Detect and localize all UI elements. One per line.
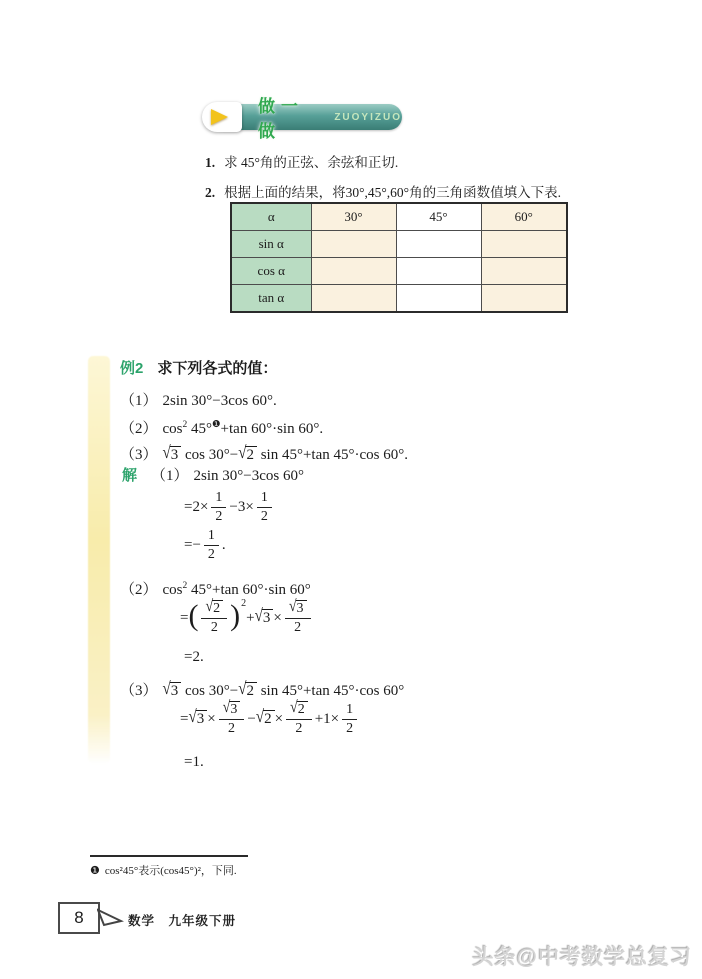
table-header-45: 45° [396,203,481,231]
banner-arrow-plate [202,102,242,132]
trig-values-table [230,202,568,313]
solution-step-1-head [122,464,304,485]
solution-line [184,490,275,525]
solution-math: =2. [184,649,204,665]
table-empty-cell [396,285,481,313]
example-title-text: 求下列各式的值： [157,360,278,377]
table-row [231,285,567,313]
solution-line [184,754,204,771]
footer-caption: 数学 九年级下册 [128,914,237,928]
table-header-row [231,203,567,231]
item-text: 根据上面的结果，将30°,45°,60°角的三角函数值填入下表. [224,185,561,200]
solution-math: =2× $\frac{1}{2}$ −3× $\frac{1}{2}$ [184,499,275,515]
item-number: 1. [205,155,216,170]
banner-subtitle: ZUOYIZUO [334,111,402,123]
step-math: √3 cos 30°−√2 sin 45°+tan 45°·cos 60° [162,679,405,699]
problem-math: $\cos^2 45^\circ^❶+\tan$ 60°·sin 60°. [162,420,324,437]
table-empty-cell [311,258,396,285]
solution-math: =1. [184,754,204,770]
solution-line [184,649,204,666]
step-math: 2sin 30°−3cos 60° [193,468,304,484]
problem-number: （1） [120,393,158,409]
problem-number: （3） [120,447,158,463]
table-row [231,231,567,258]
item-text: 求 45°角的正弦、余弦和正切. [224,155,399,170]
page-tab-arrow-icon [97,907,125,929]
problem-math: 2sin 30°−3cos 60°. [162,393,277,409]
step-number: （2） [120,582,158,598]
row-label-sin: sin α [231,231,311,258]
problem-number: （2） [120,421,158,437]
footnote-text: cos²45°表示(cos45°)²，下同. [104,865,237,877]
watermark: 头条@中考数学总复习 [472,946,692,969]
row-label-cos: cos α [231,258,311,285]
table-empty-cell [481,258,567,285]
example-label: 例2 [120,360,144,377]
problem-line-1 [120,389,277,410]
footnote-marker: ❶ [90,865,100,877]
table-empty-cell [311,285,396,313]
solution-math: =− $\frac{1}{2}$ . [184,528,226,563]
table-empty-cell [481,285,567,313]
step-math: $\cos^2 45^\circ+\tan$ 60°·sin 60° [162,581,311,598]
solution-line [180,701,360,737]
row-label-tan: tan α [231,285,311,313]
step-number: （1） [151,468,189,484]
play-arrow-icon [211,109,228,125]
problem-line-2 [120,417,323,438]
yellow-accent-bar [88,356,110,764]
footnote [90,862,237,878]
page-number: 8 [74,908,84,927]
table-empty-cell [396,258,481,285]
problem-math: √3 cos 30°−√2 sin 45°+tan 45°·cos 60°. [162,443,408,463]
table-header-60: 60° [481,203,567,231]
zuoyizuo-banner [202,97,402,141]
example-title [120,357,277,378]
footnote-rule [90,855,248,857]
exercise-item-1 [205,151,398,171]
item-number: 2. [205,185,216,200]
solution-math: =( $\frac{√2}{2}$ )$^2$+√3 × $\frac{√3}{2}$ [180,610,314,626]
page-number-box [58,902,100,934]
step-number: （3） [120,683,158,699]
solution-step-3-head [120,679,404,700]
solve-label: 解 [122,467,138,484]
exercise-item-2 [205,181,561,201]
table-empty-cell [396,231,481,258]
table-empty-cell [481,231,567,258]
banner-title: 做一做 [258,97,304,141]
solution-math: =√3 × $\frac{√3}{2}$ −√2 × $\frac{√2}{2}$ +1× $\frac{1}{2}$ [180,711,360,727]
solution-line [184,528,226,563]
table-empty-cell [311,231,396,258]
solution-line [180,597,314,636]
problem-line-3 [120,443,408,464]
solution-step-2-head [120,578,311,599]
table-row [231,258,567,285]
table-header-alpha: α [231,203,311,231]
table-header-30: 30° [311,203,396,231]
